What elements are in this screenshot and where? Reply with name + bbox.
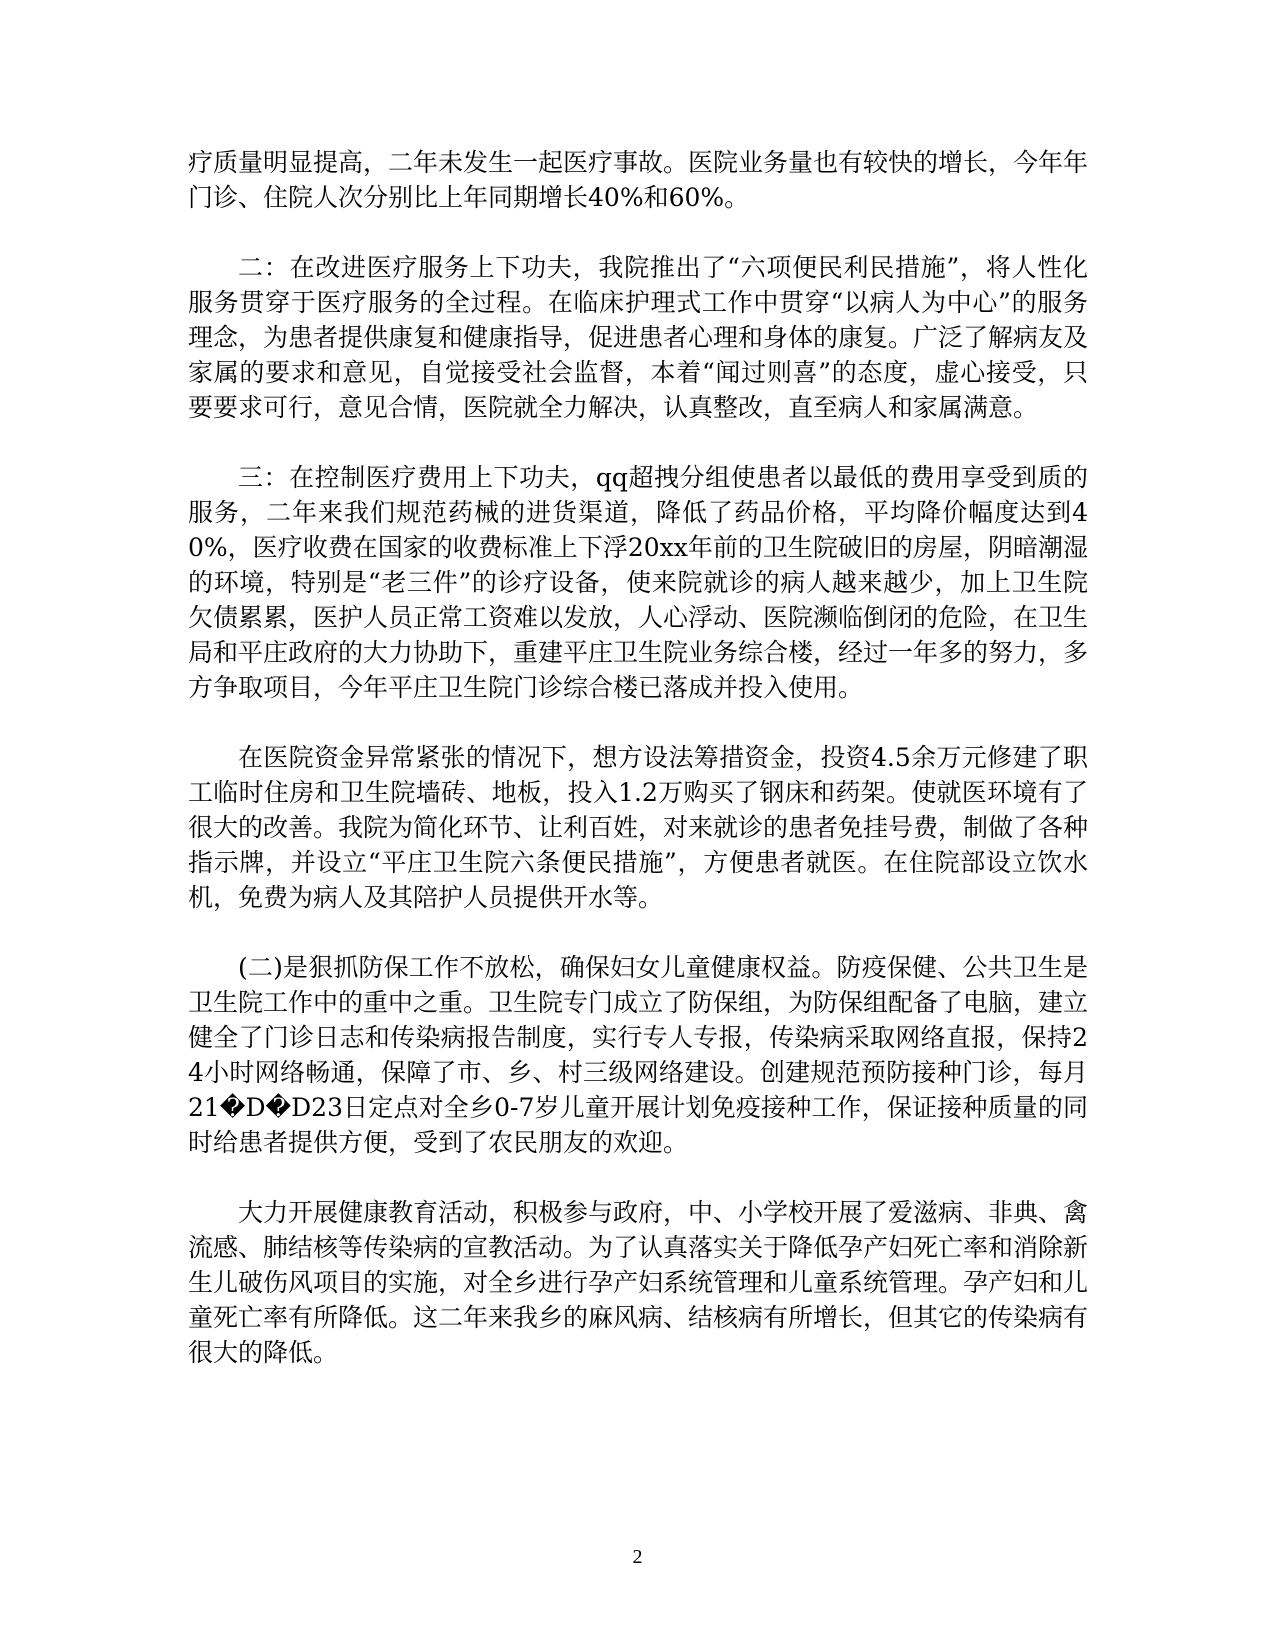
paragraph-gap — [188, 1160, 1088, 1195]
paragraph-funding: 在医院资金异常紧张的情况下，想方设法筹措资金，投资4.5余万元修建了职工临时住房和卫生院墙砖、地板，投入1.2万购买了钢床和药架。使就医环境有了很大的改善。我院为简化环节、让利百姓，对来就诊的患者免挂号费，制做了各种指示牌，并设立“平庄卫生院六条便民措施”，方便患者就医。在住院部设立饮水机，免费为病人及其陪护人员提供开水等。 — [188, 743, 1089, 912]
paragraph-cost-control: 三：在控制医疗费用上下功夫，qq超拽分组使患者以最低的费用享受到质的服务，二年来我们规范药械的进货渠道，降低了药品价格，平均降价幅度达到40%，医疗收费在国家的收费标准上下浮20xx年前的卫生院破旧的房屋，阴暗潮湿的环境，特别是“老三件”的诊疗设备，使来院就诊的病人越来越少，加上卫生院欠债累累，医护人员正常工资难以发放，人心浮动、医院濒临倒闭的危险，在卫生局和平庄政府的大力协助下，重建平庄卫生院业务综合楼，经过一年多的努力，多方争取项目，今年平庄卫生院门诊综合楼已落成并投入使用。 — [188, 463, 1089, 702]
paragraph-gap — [188, 915, 1088, 950]
paragraph-continuation: 疗质量明显提高，二年未发生一起医疗事故。医院业务量也有较快的增长，今年年门诊、住院人次分别比上年同期增长40%和60%。 — [188, 148, 1089, 212]
paragraph-gap — [188, 215, 1088, 250]
paragraph-gap — [188, 705, 1088, 740]
paragraph-gap — [188, 425, 1088, 460]
page-number: 2 — [632, 1546, 643, 1568]
paragraph-service-improvement: 二：在改进医疗服务上下功夫，我院推出了“六项便民利民措施”，将人性化服务贯穿于医疗服务的全过程。在临床护理式工作中贯穿“以病人为中心”的服务理念，为患者提供康复和健康指导，促进患者心理和身体的康复。广泛了解病友及家属的要求和意见，自觉接受社会监督，本着“闻过则喜”的态度，虚心接受，只要要求可行，意见合情，医院就全力解决，认真整改，直至病人和家属满意。 — [188, 253, 1089, 422]
document-page — [188, 145, 1088, 1370]
paragraph-health-education: 大力开展健康教育活动，积极参与政府，中、小学校开展了爱滋病、非典、禽流感、肺结核等传染病的宣教活动。为了认真落实关于降低孕产妇死亡率和消除新生儿破伤风项目的实施，对全乡进行孕产妇系统管理和儿童系统管理。孕产妇和儿童死亡率有所降低。这二年来我乡的麻风病、结核病有所增长，但其它的传染病有很大的降低。 — [188, 1198, 1089, 1367]
paragraph-epidemic-prevention: (二)是狠抓防保工作不放松，确保妇女儿童健康权益。防疫保健、公共卫生是卫生院工作中的重中之重。卫生院专门成立了防保组，为防保组配备了电脑，建立健全了门诊日志和传染病报告制度，实行专人专报，传染病采取网络直报，保持24小时网络畅通，保障了市、乡、村三级网络建设。创建规范预防接种门诊，每月21�D�D23日定点对全乡0-7岁儿童开展计划免疫接种工作，保证接种质量的同时给患者提供方便，受到了农民朋友的欢迎。 — [188, 953, 1089, 1157]
